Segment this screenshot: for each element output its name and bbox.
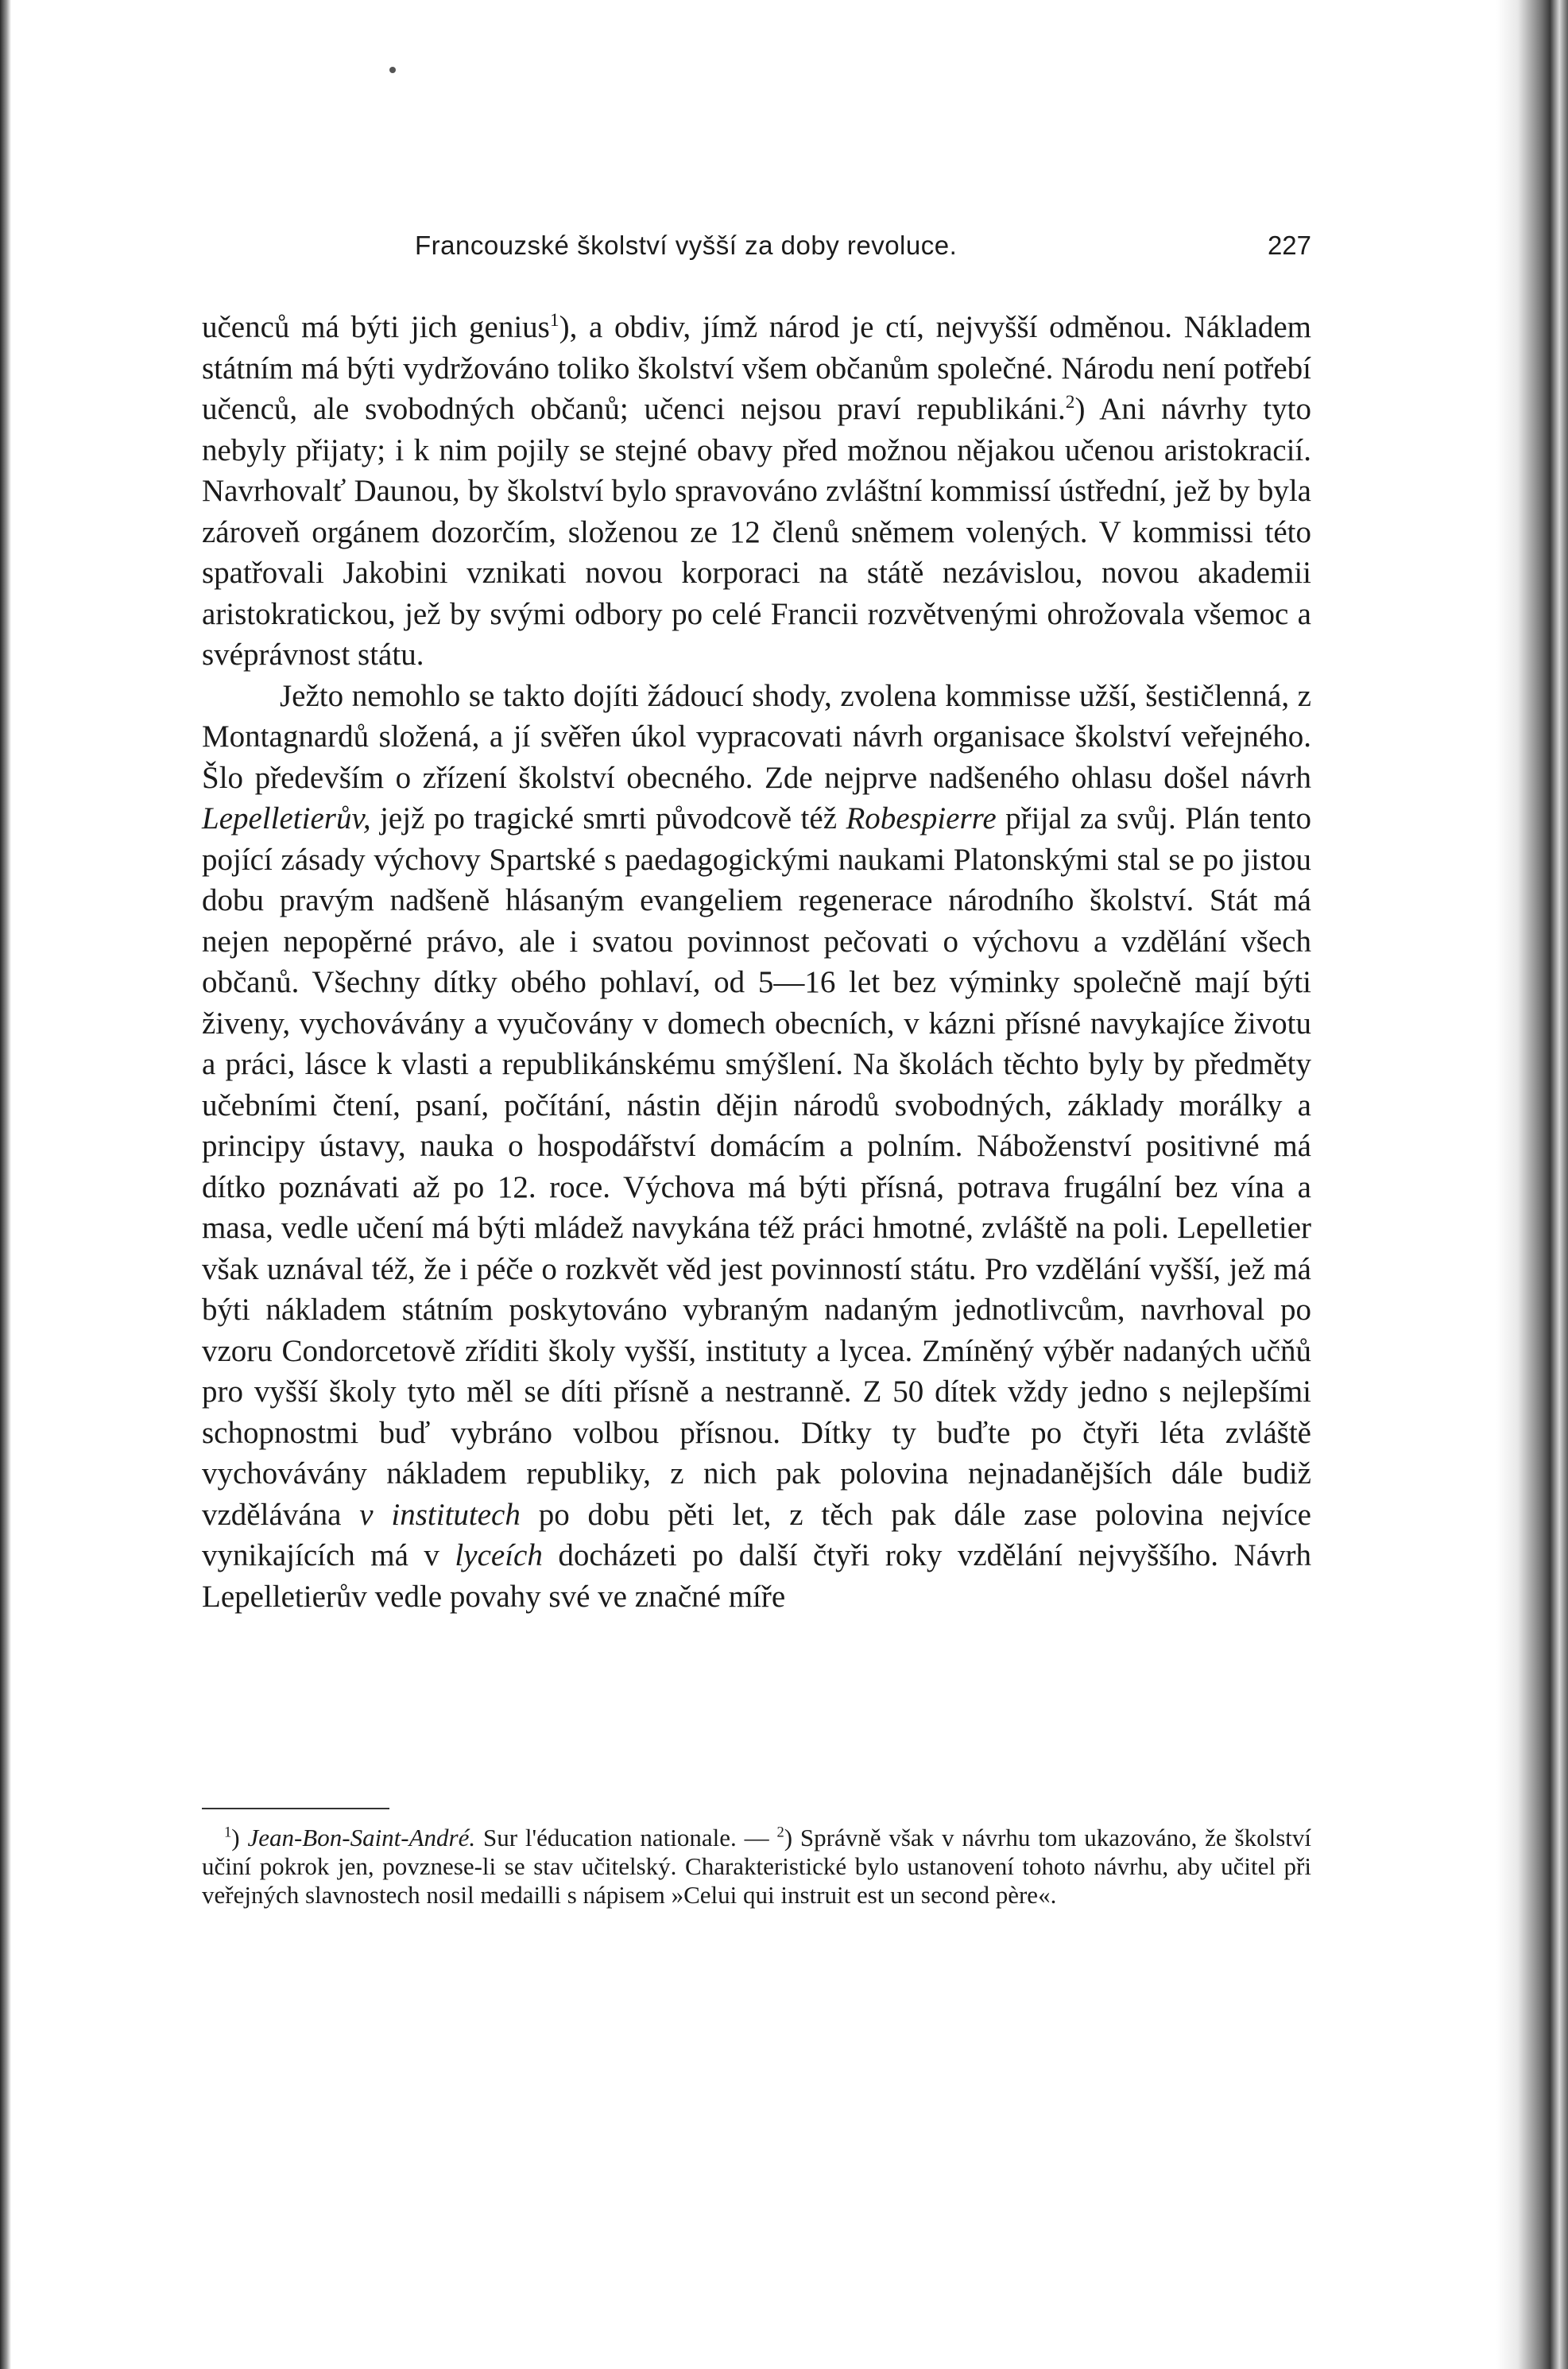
scan-edge-right [1496,0,1568,2369]
p2-text-d: po dobu pěti let, z těch pak dále zase polovina nejvíce vynikajících má v [202,1497,1311,1572]
paragraph-2 [202,676,1311,1618]
p2-text-a: Ježto nemohlo se takto dojíti žádoucí shody, zvolena kommisse užší, šestičlenná, z Montagnardů složená, a jí svěřen úkol vypracovati návrh organisace školství veřejného. Šlo především o zřízení školství obecného. Zde nejprve nadšeného ohlasu došel návrh [202,678,1311,795]
p2-italic-lepelletieruv: Lepelletierův, [202,801,371,836]
p2-italic-robespierre: Robespierre [846,801,997,836]
p1-text-a: učenců má býti jich genius [202,310,550,344]
p2-text-b: jejž po tragické smrti původcově též [370,801,846,836]
p1-text-c: ) Ani návrhy tyto nebyly přijaty; i k nim pojily se stejné obavy před možnou nějakou učenou aristokracií. Navrhovalť Daunou, by školství bylo spravováno zvláštní kommissí ústřední, jež by byla zároveň orgánem dozorčím, složenou ze 12 členů sněmem volených. V kommissi této spatřovali Jakobini vznikati novou korporaci na státě nezávislou, novou akademii aristokratickou, jež by svými odbory po celé Francii rozvětvenými ohrožovala všemoc a svéprávnost státu. [202,392,1311,672]
running-head [202,215,1311,262]
footnote-mark-1: 1 [224,1824,232,1841]
p2-italic-lyceich: lyceích [455,1538,543,1572]
page-number: 227 [1267,231,1311,260]
footnote-2-text: ) Správně však v návrhu tom ukazováno, že školství učiní pokrok jen, povznese-li se stav učitelský. Charakteristické bylo ustanovení tohoto návrhu, aby učitel při veřejných slavnostech nosil medailli s nápisem »Celui qui instruit est un second père«. [202,1824,1311,1909]
footnote-mark-2: 2 [776,1824,784,1841]
scan-edge-left [0,0,11,2369]
footnote-ref-1: 1 [549,310,559,331]
running-title: Francouzské školství vyšší za doby revoluce. [415,231,958,260]
book-page [202,215,1311,2282]
footnote-ref-2: 2 [1065,392,1075,413]
footnotes [202,1808,1311,1910]
p2-text-c: přijal za svůj. Plán tento pojící zásady výchovy Spartské s paedagogickými naukami Platonskými stal se po jistou dobu pravým nadšeně hlásaným evangeliem regenerace národního školství. Stát má nejen nepopěrné právo, ale i svatou povinnost pečovati o výchovu a vzdělání všech občanů. Všechny dítky obého pohlaví, od 5—16 let bez výminky společně mají býti živeny, vychovávány a vyučovány v domech obecních, v kázni přísné navykajíce životu a práci, lásce k vlasti a republikánskému smýšlení. Na školách těchto byly by předměty učebními čtení, psaní, počítání, nástin dějin národů svobodných, základy morálky a principy ústavy, nauka o hospodářství domácím a polním. Náboženství positivné má dítko poznávati až po 12. roce. Výchova má býti přísná, potrava frugální bez vína a masa, vedle učení má býti mládež navykána též práci hmotné, zvláště na poli. Lepelletier však uznával též, že i péče o rozkvět věd jest povinností státu. Pro vzdělání vyšší, jež má býti nákladem státním poskytováno vybraným nadaným jednotlivcům, navrhoval po vzoru Condorcetově zříditi školy vyšší, instituty a lycea. Zmíněný výběr nadaných učňů pro vyšší školy tyto měl se díti přísně a nestranně. Z 50 dítek vždy jedno s nejlepšími schopnostmi buď vybráno volbou přísnou. Dítky ty buďte po čtyři léta zvláště vychovávány nákladem republiky, z nich pak polovina nejnadanějších dále budiž vzdělávána [202,801,1311,1532]
footnote-text: $^1$) Jean-Bon-Saint-André. Sur l'éducation nationale. — $^2$) Správně však v návrhu tom ukazováno, že školství učiní pokrok jen, povznese-li se stav učitelský. Charakteristické bylo ustanovení tohoto návrhu, aby učitel při veřejných slavnostech nosil medailli s nápisem »Celui qui instruit est un second père«. [202,1824,1311,1909]
p2-text-e: docházeti po další čtyři roky vzdělání nejvyššího. Návrh Lepelletierův vedle povahy své ve značné míře [202,1538,1311,1614]
footnote-rule [202,1808,389,1809]
p2-italic-institutech: v institutech [359,1497,521,1532]
footnote-1-text: Sur l'éducation nationale. — [475,1824,777,1851]
scan-speck [389,67,396,73]
body-text [202,307,1311,1617]
p1-text-b: ), a obdiv, jímž národ je ctí, nejvyšší odměnou. Nákladem státním má býti vydržováno toliko školství všem občanům společné. Národu není potřebí učenců, ale svobodných občanů; učenci nejsou praví republikáni. [202,310,1311,426]
footnote-author: Jean-Bon-Saint-André. [247,1824,476,1851]
paragraph-1 [202,307,1311,676]
